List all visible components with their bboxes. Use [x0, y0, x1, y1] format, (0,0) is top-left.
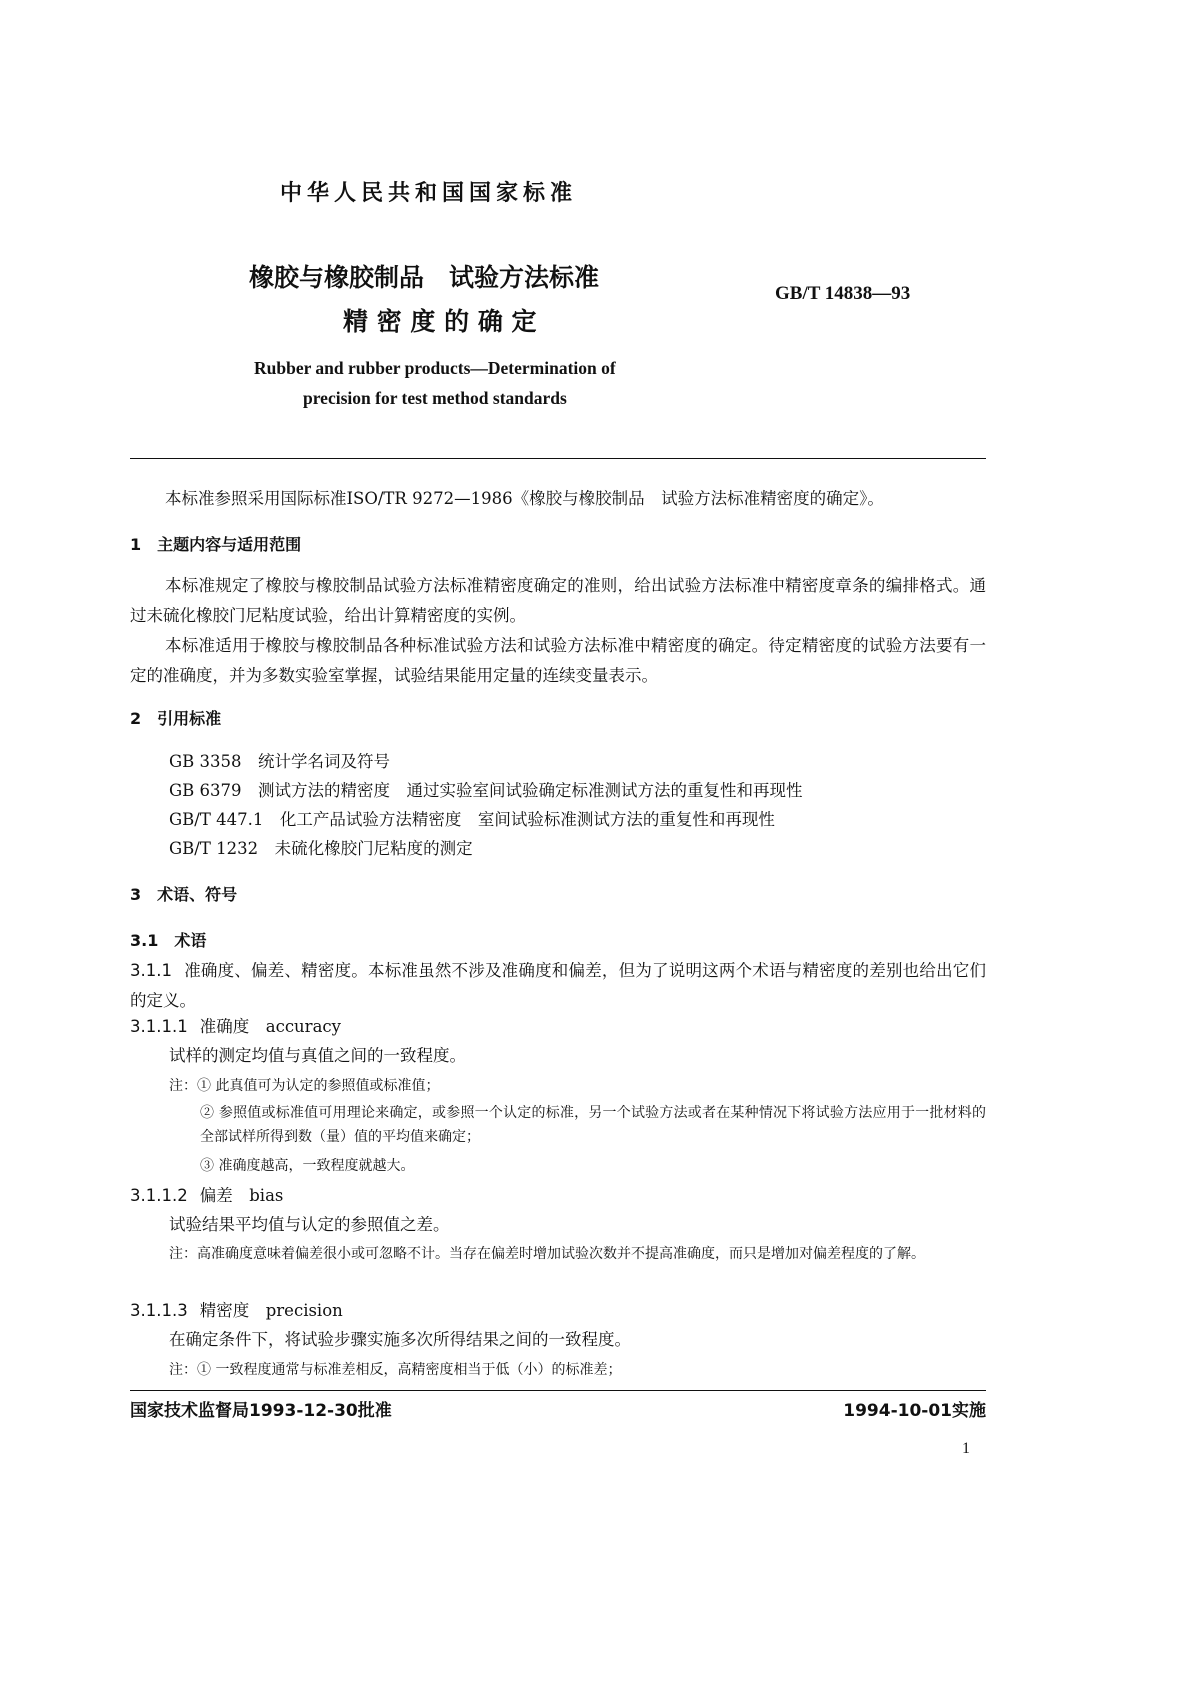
- section-3-heading: 3 术语、符号: [130, 885, 238, 904]
- note-precision-1: 注：① 一致程度通常与标准差相反，高精密度相当于低（小）的标准差；: [169, 1362, 622, 1378]
- section-1-paragraph-2: 本标准适用于橡胶与橡胶制品各种标准试验方法和试验方法标准中精密度的确定。待定精密度的试验方法要有一定的准确度，并为多数实验室掌握，试验结果能用定量的连续变量表示。: [130, 636, 986, 685]
- header-divider: [130, 458, 986, 459]
- reference-item: GB/T 447.1 化工产品试验方法精密度 室间试验标准测试方法的重复性和再现性: [169, 810, 775, 829]
- clause-3-1-1: [130, 956, 986, 1016]
- approval-line: 国家技术监督局1993-12-30批准: [130, 1401, 392, 1421]
- note-accuracy-1: 注：① 此真值可为认定的参照值或标准值；: [169, 1078, 440, 1094]
- section-1-heading: 1 主题内容与适用范围: [130, 535, 302, 554]
- note-accuracy-3: ③ 准确度越高，一致程度就越大。: [200, 1158, 415, 1174]
- reference-item: GB 3358 统计学名词及符号: [169, 752, 391, 771]
- note-bias: 注：高准确度意味着偏差很小或可忽略不计。当存在偏差时增加试验次数并不提高准确度，而只是增加对偏差程度的了解。: [169, 1246, 925, 1262]
- clause-3-1-heading: 3.1 术语: [130, 931, 207, 950]
- english-title-line2: precision for test method standards: [303, 388, 567, 408]
- section-1-paragraph-1: 本标准规定了橡胶与橡胶制品试验方法标准精密度确定的准则，给出试验方法标准中精密度章条的编排格式。通过未硫化橡胶门尼粘度试验，给出计算精密度的实例。: [130, 576, 986, 625]
- section-2-heading: 2 引用标准: [130, 709, 222, 728]
- clause-3-1-1-1: [130, 1013, 341, 1040]
- term-bias: 偏差 bias: [199, 1186, 284, 1205]
- effective-date: 1994-10-01实施: [843, 1401, 986, 1421]
- note-accuracy-2: ② 参照值或标准值可用理论来确定，或参照一个认定的标准，另一个试验方法或者在某种情况下将试验方法应用于一批材料的全部试样所得到数（量）值的平均值来确定；: [200, 1105, 986, 1145]
- document-title-line1: 橡胶与橡胶制品 试验方法标准: [249, 263, 600, 292]
- clause-number: 3.1.1.3: [130, 1301, 188, 1320]
- clause-3-1-1-2: [130, 1182, 283, 1209]
- intro-paragraph: 本标准参照采用国际标准ISO/TR 9272—1986《橡胶与橡胶制品 试验方法标准精密度的确定》。: [165, 489, 884, 508]
- reference-item: GB 6379 测试方法的精密度 通过实验室间试验确定标准测试方法的重复性和再现性: [169, 781, 803, 800]
- clause-3-1-1-3: [130, 1297, 343, 1324]
- definition-accuracy: 试样的测定均值与真值之间的一致程度。: [169, 1046, 466, 1065]
- term-precision: 精密度 precision: [199, 1301, 343, 1320]
- definition-bias: 试验结果平均值与认定的参照值之差。: [169, 1215, 450, 1234]
- page-number: 1: [962, 1440, 970, 1457]
- national-standard-title: 中华人民共和国国家标准: [280, 181, 578, 206]
- clause-number: 3.1.1.1: [130, 1017, 188, 1036]
- english-title-line1: Rubber and rubber products—Determination of: [254, 358, 616, 378]
- term-accuracy: 准确度 accuracy: [199, 1017, 341, 1036]
- reference-item: GB/T 1232 未硫化橡胶门尼粘度的测定: [169, 839, 473, 858]
- clause-number: 3.1.1: [130, 961, 172, 980]
- clause-number: 3.1.1.2: [130, 1186, 188, 1205]
- standard-code: GB/T 14838—93: [775, 283, 911, 304]
- definition-precision: 在确定条件下，将试验步骤实施多次所得结果之间的一致程度。: [169, 1330, 631, 1349]
- footer-divider: [130, 1390, 986, 1391]
- clause-text: 准确度、偏差、精密度。本标准虽然不涉及准确度和偏差，但为了说明这两个术语与精密度的差别也给出它们的定义。: [130, 961, 986, 1010]
- document-title-line2: 精 密 度 的 确 定: [343, 307, 537, 336]
